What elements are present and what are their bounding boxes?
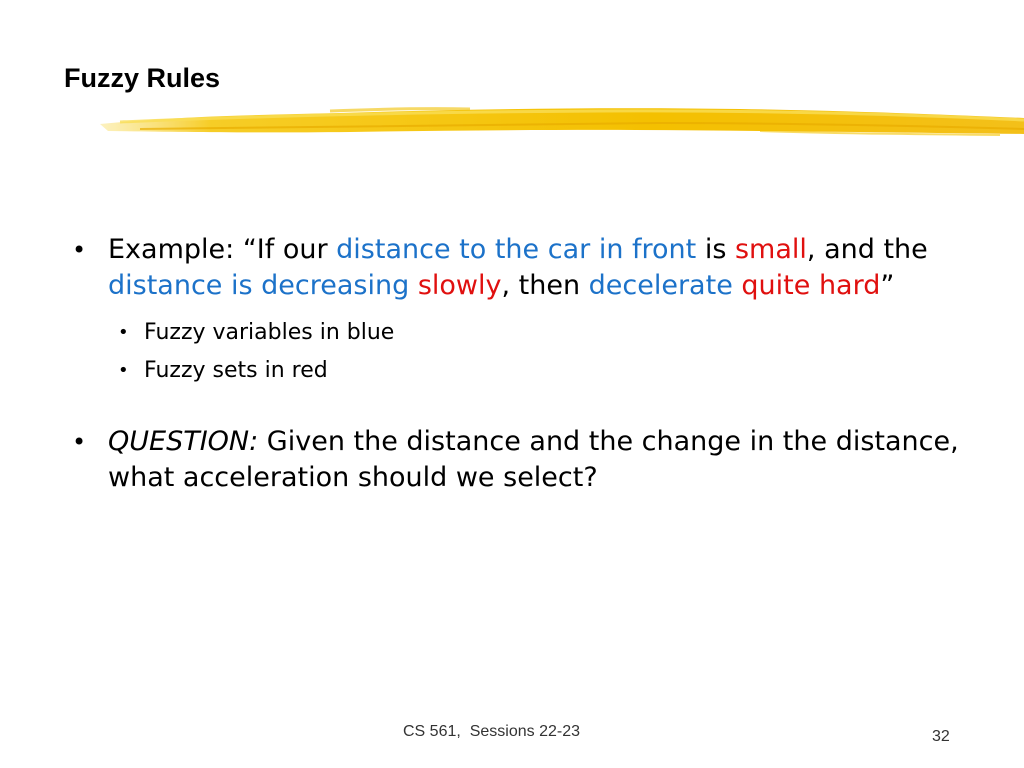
text-segment: Given the distance and the change in the distance, what acceleration should we select? (108, 426, 959, 493)
text-segment (409, 270, 418, 301)
slide-title: Fuzzy Rules (64, 63, 221, 93)
fuzzy-set-text: quite hard (741, 270, 881, 301)
sub-bullet-text: Fuzzy variables in blue (144, 320, 395, 345)
footer-course-label: CS 561, Sessions 22-23 (403, 723, 580, 740)
text-segment: , then (501, 270, 589, 301)
text-segment: ” (880, 270, 895, 301)
fuzzy-set-text: slowly (417, 270, 502, 301)
bullet-list (72, 232, 992, 496)
text-segment: is (696, 234, 735, 265)
text-segment: Example: “If our (108, 234, 337, 265)
question-label: QUESTION: (108, 426, 259, 457)
fuzzy-set-text: small (734, 234, 807, 265)
fuzzy-variable-text: decelerate (588, 270, 733, 301)
sub-bullet-fuzzy-variables (118, 314, 992, 352)
fuzzy-variable-text: distance to the car in front (336, 234, 697, 265)
bullet-marker: • (72, 428, 87, 456)
sub-bullet-text: Fuzzy sets in red (144, 358, 328, 383)
text-segment: , and the (806, 234, 928, 265)
bullet-question (72, 424, 992, 496)
bullet-text (108, 234, 928, 301)
sub-bullet-list (108, 314, 992, 390)
sub-bullet-fuzzy-sets (118, 352, 992, 390)
footer-page-number: 32 (932, 728, 950, 745)
bullet-example (72, 232, 992, 390)
fuzzy-variable-text: distance is decreasing (108, 270, 410, 301)
sub-bullet-marker: • (118, 322, 129, 343)
title-underline-brush-stroke (0, 98, 1024, 146)
bullet-text (108, 426, 959, 493)
sub-bullet-marker: • (118, 360, 129, 381)
bullet-marker: • (72, 236, 87, 264)
